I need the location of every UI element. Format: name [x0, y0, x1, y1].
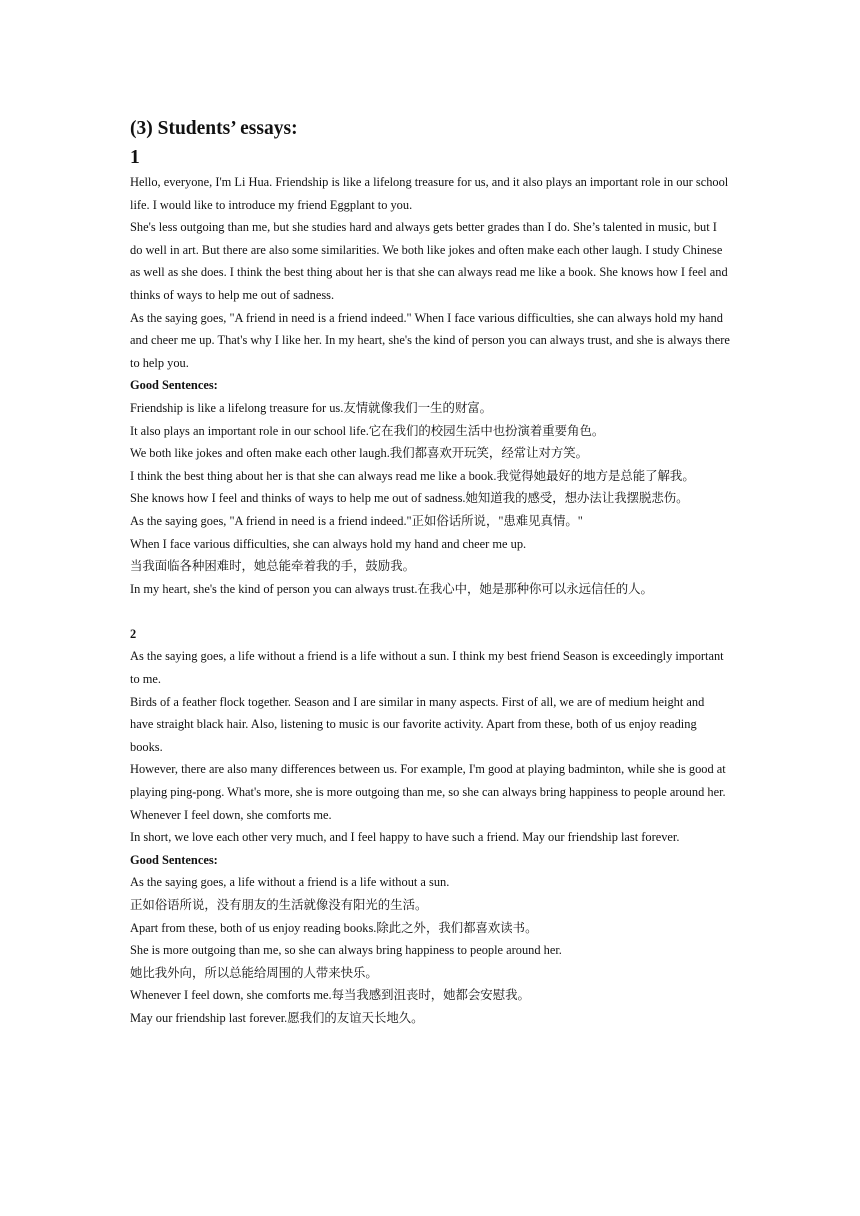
essay-2-sentence: Whenever I feel down, she comforts me.每当我感到沮丧时，她都会安慰我。	[130, 988, 530, 1003]
essay-2-sentence: Apart from these, both of us enjoy reading books.除此之外，我们都喜欢读书。	[130, 920, 538, 935]
document-body	[130, 116, 730, 1030]
essay-2-sentence: May our friendship last forever.愿我们的友谊天长地久。	[130, 1010, 424, 1025]
essay-2-sentence: 她比我外向，所以总能给周围的人带来快乐。	[130, 965, 378, 980]
essay-1-sentence: We both like jokes and often make each other laugh.我们都喜欢开玩笑，经常让对方笑。	[130, 446, 589, 461]
essay-1-sentence: As the saying goes, "A friend in need is a friend indeed."正如俗话所说，"患难见真情。"	[130, 513, 583, 528]
essay-1-good-sentences-label: Good Sentences:	[130, 378, 218, 393]
essay-1-number: 1	[130, 147, 140, 168]
essay-1-sentence: I think the best thing about her is that she can always read me like a book.我觉得她最好的地方是总能了解我。	[130, 468, 695, 483]
essay-2-good-sentences-label: Good Sentences:	[130, 852, 218, 867]
essay-1-sentence: 当我面临各种困难时，她总能牵着我的手，鼓励我。	[130, 559, 415, 574]
essay-1-sentence: In my heart, she's the kind of person you can always trust.在我心中，她是那种你可以永远信任的人。	[130, 581, 653, 596]
essay-spacer	[130, 600, 730, 623]
essay-1-sentence: When I face various difficulties, she can always hold my hand and cheer me up.	[130, 536, 527, 551]
essay-1-sentence: It also plays an important role in our school life.它在我们的校园生活中也扮演着重要角色。	[130, 423, 605, 438]
essay-2-paragraph: In short, we love each other very much, and I feel happy to have such a friend. May our friendship last forever.	[130, 830, 680, 845]
essay-1-sentence: Friendship is like a lifelong treasure for us.友情就像我们一生的财富。	[130, 400, 493, 415]
essay-1-paragraph: She's less outgoing than me, but she studies hard and always gets better grades than I do. She’s talented in music, but I do well in art. But there are also some similarities. We both like jokes and often make each other laugh. I study Chinese as well as she does. I think the best thing about her is that she can always read me like a book. She knows how I feel and thinks of ways to help me out of sadness.	[130, 220, 728, 302]
essay-2-number: 2	[130, 626, 137, 641]
essay-2-paragraph: As the saying goes, a life without a friend is a life without a sun. I think my best friend Season is exceedingly important to me.	[130, 649, 724, 687]
essay-2-sentence: As the saying goes, a life without a friend is a life without a sun.	[130, 875, 450, 890]
section-heading: (3) Students’ essays:	[130, 118, 298, 139]
essay-1-paragraph: As the saying goes, "A friend in need is a friend indeed." When I face various difficulties, she can always hold my hand and cheer me up. That's why I like her. In my heart, she's the kind of person you can always trust, and she is always there to help you.	[130, 310, 730, 370]
essay-1-sentence: She knows how I feel and thinks of ways to help me out of sadness.她知道我的感受，想办法让我摆脱悲伤。	[130, 491, 689, 506]
essay-2-sentence: She is more outgoing than me, so she can always bring happiness to people around her.	[130, 943, 562, 958]
essay-2-sentence: 正如俗语所说，没有朋友的生活就像没有阳光的生活。	[130, 898, 428, 912]
essay-2-paragraph: Birds of a feather flock together. Season and I are similar in many aspects. First of all, we are of medium height and have straight black hair. Also, listening to music is our favorite activity. Apart from these, both of us enjoy reading books.	[130, 694, 705, 754]
essay-2-paragraph: However, there are also many differences between us. For example, I'm good at playing badminton, while she is good at playing ping-pong. What's more, she is more outgoing than me, so she can always bring happiness to people around her. Whenever I feel down, she comforts me.	[130, 762, 726, 822]
essay-1-paragraph: Hello, everyone, I'm Li Hua. Friendship is like a lifelong treasure for us, and it also plays an important role in our school life. I would like to introduce my friend Eggplant to you.	[130, 175, 729, 212]
